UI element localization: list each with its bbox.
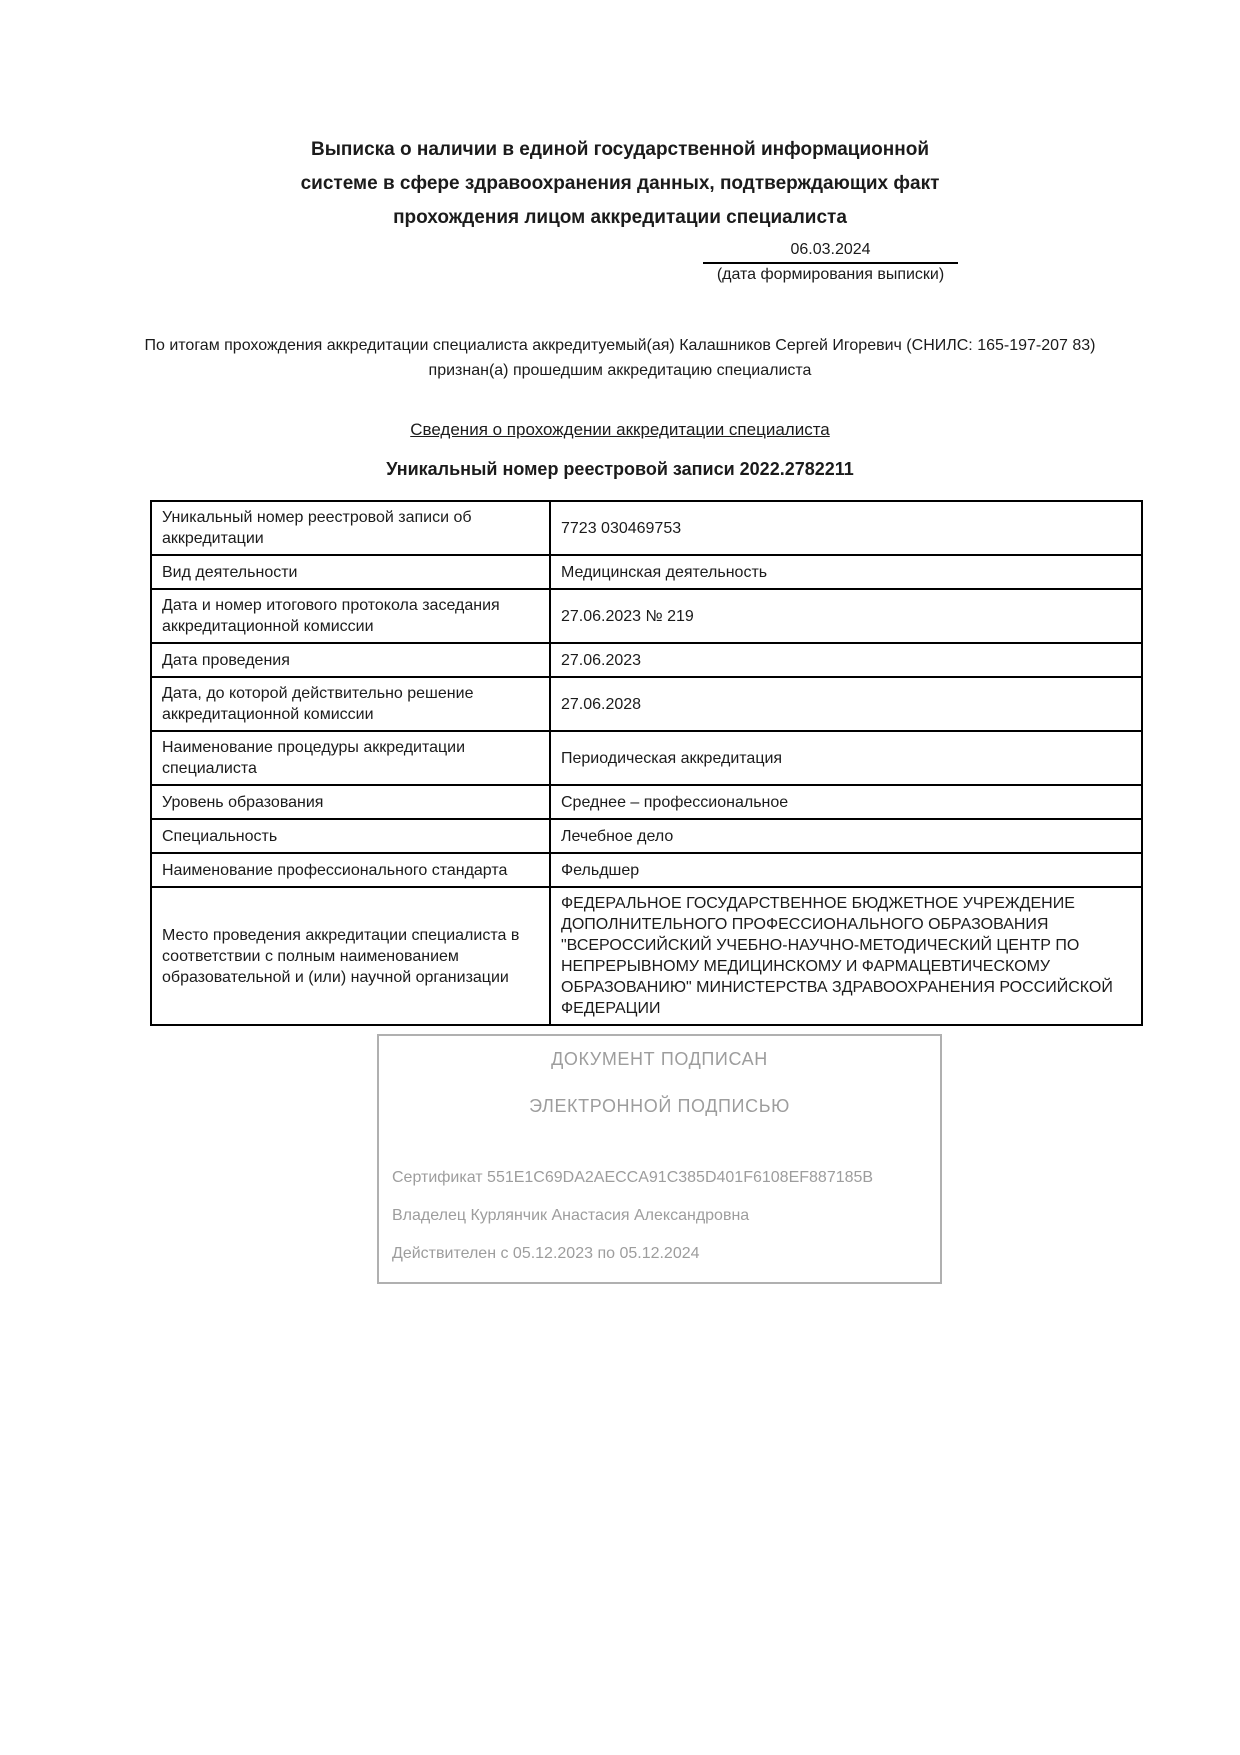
row-value: 7723 030469753 [550,501,1142,555]
row-value: Лечебное дело [550,819,1142,853]
signature-heading-line-2: ЭЛЕКТРОННОЙ ПОДПИСЬЮ [529,1096,790,1116]
intro-line-1: По итогам прохождения аккредитации специалиста аккредитуемый(ая) Калашников Сергей Игоревич (СНИЛС: 165-197-207 83) [144,337,1096,354]
row-value: 27.06.2023 [550,643,1142,677]
registry-record-heading: Уникальный номер реестровой записи 2022.2782211 [386,459,854,479]
row-label: Дата и номер итогового протокола заседания аккредитационной комиссии [151,589,550,643]
document-title-line-2: системе в сфере здравоохранения данных, подтверждающих факт [300,173,940,194]
formation-date-caption: (дата формирования выписки) [716,266,945,283]
row-value: Медицинская деятельность [550,555,1142,589]
row-value: ФЕДЕРАЛЬНОЕ ГОСУДАРСТВЕННОЕ БЮДЖЕТНОЕ УЧРЕЖДЕНИЕ ДОПОЛНИТЕЛЬНОГО ПРОФЕССИОНАЛЬНОГО ОБРАЗОВАНИЯ "ВСЕРОССИЙСКИЙ УЧЕБНО-НАУЧНО-МЕТОДИЧЕСКИЙ ЦЕНТР ПО НЕПРЕРЫВНОМУ МЕДИЦИНСКОМУ И ФАРМАЦЕВТИЧЕСКОМУ ОБРАЗОВАНИЮ" МИНИСТЕРСТВА ЗДРАВООХРАНЕНИЯ РОССИЙСКОЙ ФЕДЕРАЦИИ [550,887,1142,1025]
table-row [151,819,1142,853]
table-row [151,677,1142,731]
formation-date-block [703,241,958,284]
signature-certificate: Сертификат 551E1C69DA2AECCA91C385D401F6108EF887185B [392,1169,874,1186]
table-row [151,785,1142,819]
document-title [0,133,1240,235]
document-title-line-1: Выписка о наличии в единой государственной информационной [310,139,930,160]
row-label: Специальность [151,819,550,853]
row-value: Периодическая аккредитация [550,731,1142,785]
document-title-line-3: прохождения лицом аккредитации специалиста [393,207,847,228]
electronic-signature-stamp [377,1034,942,1284]
table-row [151,853,1142,887]
table-row [151,731,1142,785]
row-label: Место проведения аккредитации специалиста в соответствии с полным наименованием образовательной и (или) научной организации [151,887,550,1025]
row-label: Уникальный номер реестровой записи об аккредитации [151,501,550,555]
table-row [151,887,1142,1025]
table-row [151,555,1142,589]
row-label: Уровень образования [151,785,550,819]
row-label: Наименование профессионального стандарта [151,853,550,887]
signature-owner: Владелец Курлянчик Анастасия Александровна [392,1207,750,1224]
intro-line-2: признан(а) прошедшим аккредитацию специалиста [428,362,812,379]
signature-validity: Действителен с 05.12.2023 по 05.12.2024 [392,1245,700,1262]
row-value: 27.06.2023 № 219 [550,589,1142,643]
row-label: Вид деятельности [151,555,550,589]
row-label: Наименование процедуры аккредитации специалиста [151,731,550,785]
accreditation-table [150,500,1143,1026]
table-row [151,589,1142,643]
formation-date: 06.03.2024 [703,241,958,264]
row-value: Среднее – профессиональное [550,785,1142,819]
section-heading: Сведения о прохождении аккредитации специалиста [410,420,830,439]
signature-heading-line-1: ДОКУМЕНТ ПОДПИСАН [551,1049,768,1069]
row-value: Фельдшер [550,853,1142,887]
row-value: 27.06.2028 [550,677,1142,731]
table-row [151,643,1142,677]
row-label: Дата проведения [151,643,550,677]
row-label: Дата, до которой действительно решение аккредитационной комиссии [151,677,550,731]
table-row [151,501,1142,555]
intro-paragraph [0,333,1240,383]
